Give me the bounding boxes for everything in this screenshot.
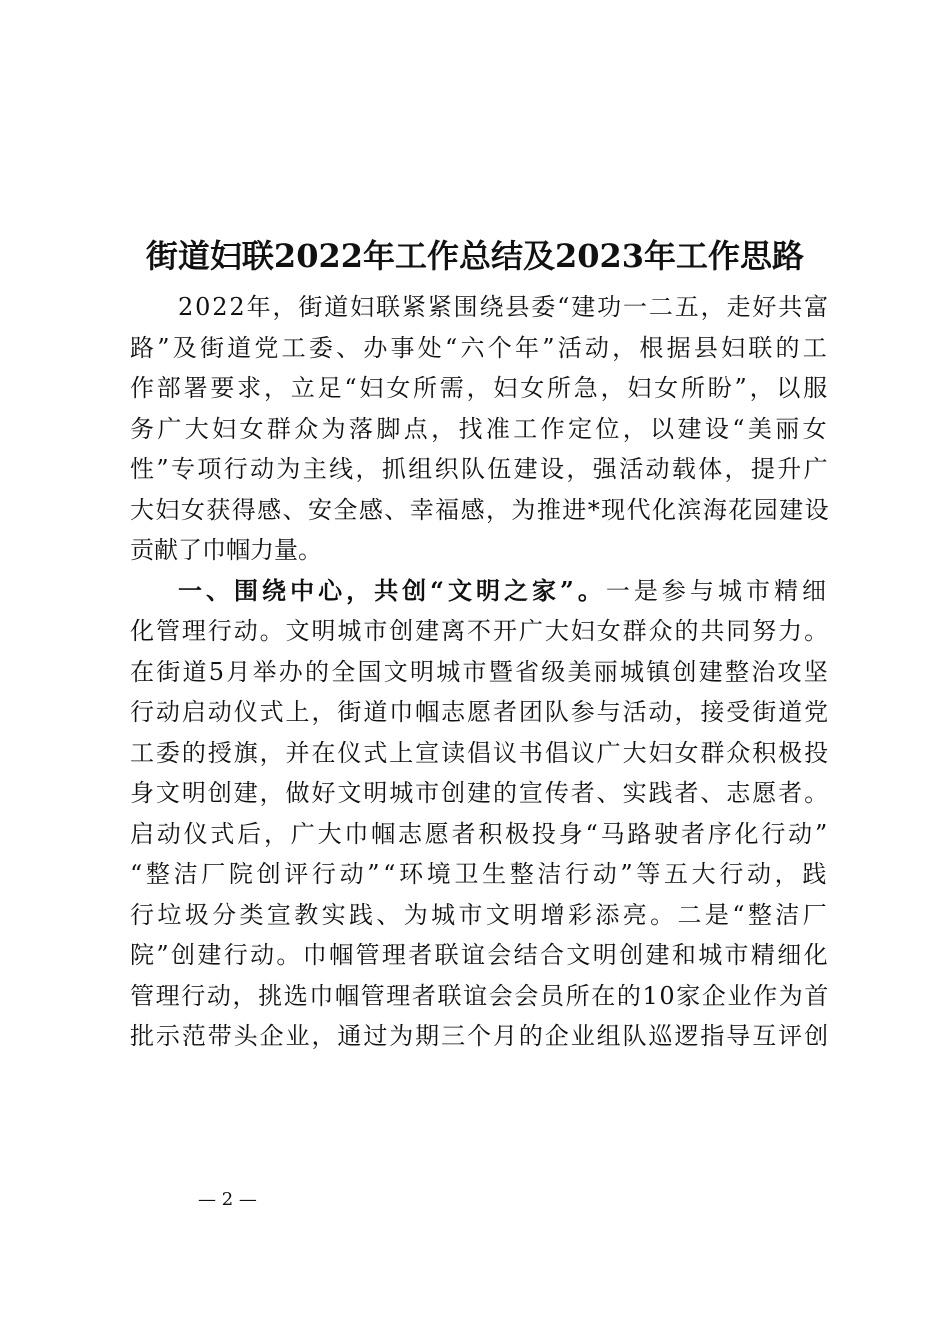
body-text: 院”创建行动。巾帼管理者联谊会结合文明创建和城市精细化 [130,941,830,969]
body-text: “整洁厂院创评行动”“环境卫生整洁行动”等五大行动，践 [130,860,831,888]
body-text: 在街道5月举办的全国文明城市暨省级美丽城镇创建整治攻坚 [130,657,830,686]
body-line [130,611,830,651]
body-line [178,287,830,327]
body-text: 批示范带头企业，通过为期三个月的企业组队巡逻指导互评创 [130,1022,830,1050]
body-text: 作部署要求，立足“妇女所需，妇女所急，妇女所盼”，以服 [130,374,831,402]
body-line [130,692,830,732]
body-line [130,449,830,489]
body-text: 管理行动，挑选巾帼管理者联谊会会员所在的10家企业作为首 [130,981,830,1010]
body-line [130,773,830,813]
body-text: 行垃圾分类宣教实践、为城市文明增彩添亮。二是“整洁厂 [130,900,830,929]
body-line [130,733,830,773]
body-line [130,652,830,692]
body-text: 身文明创建，做好文明城市创建的宣传者、实践者、志愿者。 [130,779,830,807]
body-line [130,409,830,449]
section-heading: 一、围绕中心，共创“文明之家”。 [178,575,606,605]
body-text: 务广大妇女群众为落脚点，找准工作定位，以建设“美丽女 [130,414,830,443]
body-line [130,368,830,408]
body-text: 大妇女获得感、安全感、幸福感，为推进*现代化滨海花园建设 [130,495,831,524]
body-line [130,854,830,894]
document-title: 街道妇联2022年工作总结及2023年工作思路 [145,237,805,275]
body-text: 行动启动仪式上，街道巾帼志愿者团队参与活动，接受街道党 [130,698,830,726]
body-line [130,490,830,530]
body-line [130,328,830,368]
body-line [130,895,830,935]
body-text: 启动仪式后，广大巾帼志愿者积极投身“马路驶者序化行动” [130,819,831,848]
body-line [178,571,830,611]
body-line [130,976,830,1016]
body-line [130,530,322,570]
body-text: 贡献了巾帼力量。 [130,536,322,564]
body-text: 2022年，街道妇联紧紧围绕县委“建功一二五，走好共富 [178,293,830,321]
body-text: 化管理行动。文明城市创建离不开广大妇女群众的共同努力。 [130,617,830,645]
body-text: 路”及街道党工委、办事处“六个年”活动，根据县妇联的工 [130,333,830,362]
body-line [130,1016,830,1056]
body-line [130,814,830,854]
page-number: — 2 — [198,1189,257,1210]
body-text: 性”专项行动为主线，抓组织队伍建设，强活动载体，提升广 [130,455,830,483]
body-text: 工委的授旗，并在仪式上宣读倡议书倡议广大妇女群众积极投 [130,738,830,767]
body-text: 一是参与城市精细 [605,576,831,605]
body-line [130,935,830,975]
